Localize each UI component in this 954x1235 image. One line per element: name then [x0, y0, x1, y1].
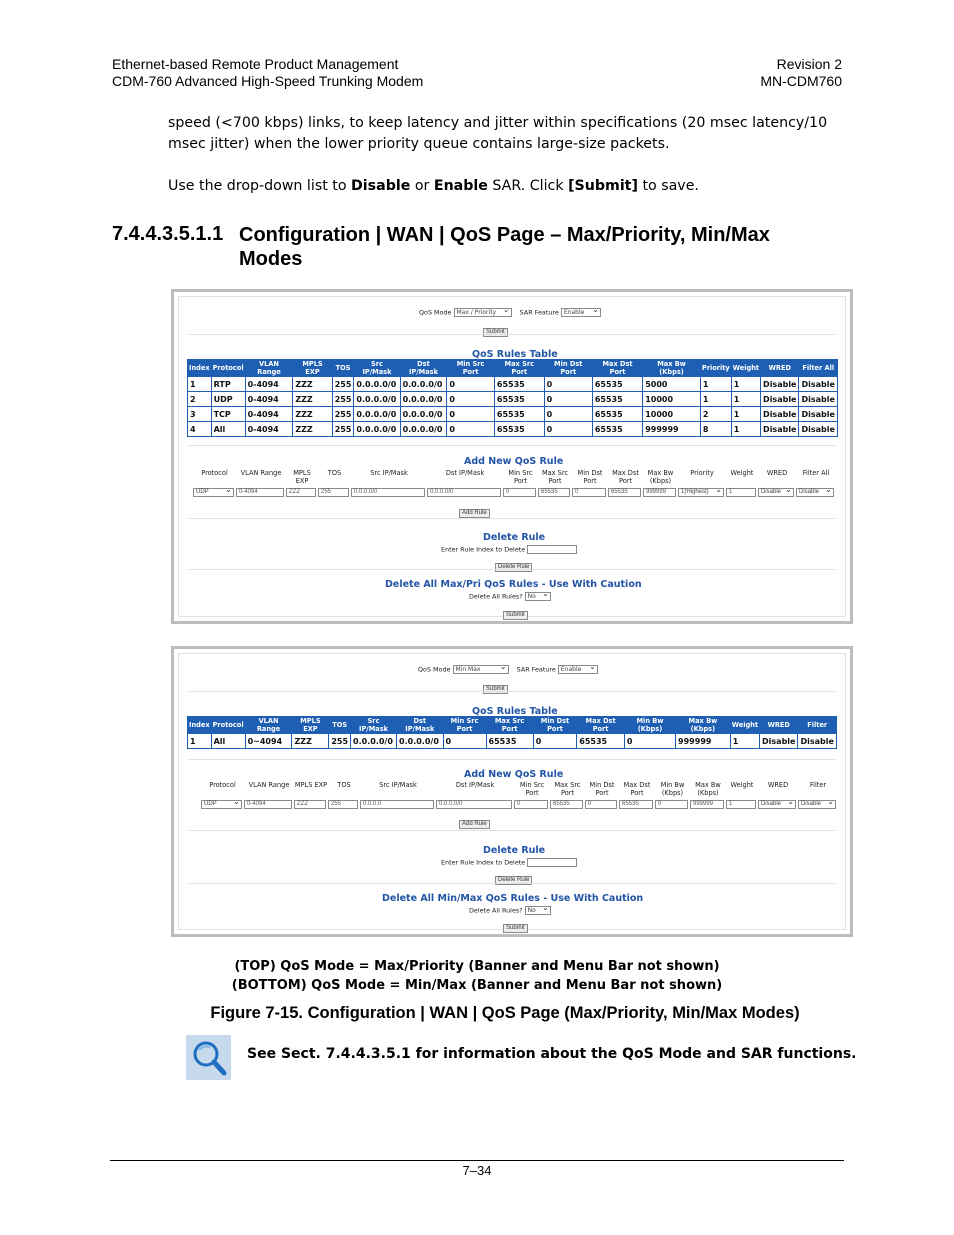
table-cell: 2 [188, 392, 212, 407]
table-cell: 0.0.0.0/0 [354, 392, 400, 407]
delete-all-title: Delete All Max/Pri QoS Rules - Use With Caution [385, 579, 642, 590]
sar-feature-select[interactable]: Enable ⌄ [558, 665, 598, 674]
column-header: WRED [761, 360, 799, 377]
table-cell: Disable [799, 392, 838, 407]
add-rule-input[interactable]: 999999 [643, 488, 676, 497]
table-cell: 0 [544, 377, 592, 392]
delete-all-row: Delete All Rules? No ⌄ [469, 906, 551, 915]
table-cell: 0 [544, 392, 592, 407]
table-cell: 0 [447, 407, 495, 422]
add-rule-column-label: Max Bw (Kbps) [695, 781, 721, 797]
add-rule-column-label: VLAN Range [248, 781, 290, 789]
table-row [188, 407, 838, 422]
column-header: Index [188, 360, 212, 377]
sar-feature-select[interactable]: Enable ⌄ [561, 308, 601, 317]
add-rule-input[interactable]: 0 [655, 800, 688, 809]
table-cell: 0.0.0.0/0 [351, 734, 397, 749]
table-cell: 0.0.0.0/0 [400, 377, 447, 392]
column-header: TOS [329, 717, 351, 734]
column-header: Min Dst Port [544, 360, 592, 377]
table-cell: 0-4094 [245, 377, 293, 392]
table-cell: 0~4094 [245, 734, 292, 749]
add-rule-column-label: VLAN Range [240, 469, 282, 477]
column-header: Min Bw (Kbps) [624, 717, 675, 734]
add-rule-input[interactable]: 0 [585, 800, 617, 809]
table-row [188, 377, 838, 392]
column-header: Max Dst Port [577, 717, 625, 734]
table-cell: 0.0.0.0/0 [354, 407, 400, 422]
add-rule-column-label: Min Bw (Kbps) [660, 781, 685, 797]
table-cell: 10000 [643, 392, 701, 407]
add-rule-input[interactable]: 255 [318, 488, 349, 497]
table-cell: 65535 [494, 407, 544, 422]
add-rule-select[interactable]: Disable ⌄ [758, 488, 794, 497]
delete-rule-title: Delete Rule [483, 532, 546, 543]
column-header: Min Src Port [443, 717, 486, 734]
add-rule-column-label: Dst IP/Mask [445, 469, 485, 477]
table-cell: 65535 [494, 422, 544, 437]
table-cell: 0.0.0.0/0 [354, 377, 400, 392]
table-cell: Disable [761, 392, 799, 407]
table-cell: 0 [447, 422, 495, 437]
table-cell: 65535 [486, 734, 533, 749]
add-rule-column-label: Max Dst Port [612, 469, 639, 485]
table-cell: Disable [760, 734, 798, 749]
column-header: Src IP/Mask [351, 717, 397, 734]
add-rule-input[interactable]: 65535 [619, 800, 653, 809]
add-rule-column-label: MPLS EXP [294, 781, 328, 789]
section-number: 7.4.4.3.5.1.1 [112, 223, 224, 245]
table-cell: 0-4094 [245, 407, 293, 422]
table-cell: 0 [544, 407, 592, 422]
add-rule-title: Add New QoS Rule [464, 769, 564, 780]
column-header: TOS [332, 360, 354, 377]
doc-subtitle: CDM-760 Advanced High-Speed Trunking Modem [112, 73, 424, 89]
doc-number: MN-CDM760 [760, 73, 842, 89]
table-cell: 0.0.0.0/0 [397, 734, 443, 749]
table-cell: 0-4094 [245, 422, 293, 437]
column-header: MPLS EXP [293, 360, 332, 377]
delete-all-row: Delete All Rules? No ⌄ [469, 592, 551, 601]
qos-rules-table [187, 359, 838, 437]
add-rule-select[interactable]: Disable ⌄ [796, 488, 834, 497]
delete-rule-index-input[interactable] [527, 545, 577, 554]
add-rule-button[interactable]: Add Rule [459, 509, 490, 518]
table-cell: 0 [533, 734, 577, 749]
table-cell: TCP [211, 407, 245, 422]
qos-rules-table [187, 716, 837, 749]
table-row [188, 392, 838, 407]
delete-rule-button[interactable]: Delete Rule [495, 876, 532, 885]
submit-button[interactable]: Submit [483, 685, 508, 694]
column-header: Max Src Port [486, 717, 533, 734]
column-header: Max Bw (Kbps) [676, 717, 731, 734]
add-rule-column-label: Min Dst Port [589, 781, 615, 797]
column-header: Weight [731, 360, 760, 377]
add-rule-column-label: Max Dst Port [623, 781, 651, 797]
table-cell: 0 [624, 734, 675, 749]
add-rule-column-label: TOS [327, 469, 342, 477]
add-rule-column-label: Protocol [209, 781, 236, 789]
add-rule-select[interactable]: UDP ⌄ [193, 488, 234, 497]
table-cell: 0-4094 [245, 392, 293, 407]
table-cell: 1 [188, 377, 212, 392]
delete-all-select[interactable]: No ⌄ [525, 906, 551, 915]
add-rule-column-label: Max Src Port [554, 781, 581, 797]
table-cell: Disable [799, 407, 838, 422]
table-cell: 255 [332, 422, 354, 437]
section-title: Configuration | WAN | QoS Page – Max/Priority, Min/Max Modes [239, 224, 770, 270]
column-header: Protocol [211, 360, 245, 377]
paragraph-sar-intro: speed (<700 kbps) links, to keep latency and jitter within specifications (20 msec latency/10 msec jitter) when the lower priority queue contains large-size packets. [168, 115, 828, 152]
add-rule-column-label: Src IP/Mask [379, 781, 417, 789]
add-rule-inputs [193, 488, 843, 498]
add-rule-column-label: Weight [730, 469, 754, 477]
table-cell: ZZZ [293, 422, 332, 437]
add-rule-column-label: WRED [766, 469, 788, 477]
add-rule-input[interactable]: 65535 [538, 488, 570, 497]
table-cell: Disable [761, 377, 799, 392]
table-cell: 65535 [494, 377, 544, 392]
table-cell: Disable [799, 377, 838, 392]
caption-bottom: (BOTTOM) QoS Mode = Min/Max (Banner and Menu Bar not shown) [231, 978, 723, 993]
delete-rule-row: Enter Rule Index to Delete [441, 545, 577, 554]
table-cell: ZZZ [292, 734, 329, 749]
add-rule-column-label: Min Src Port [508, 469, 533, 485]
table-cell: 0 [447, 392, 495, 407]
add-rule-input[interactable]: 0.0.0.0/0 [351, 488, 425, 497]
doc-title: Ethernet-based Remote Product Management [112, 56, 399, 72]
page-number: 7–34 [462, 1163, 492, 1178]
table-cell: 999999 [676, 734, 731, 749]
delete-all-title: Delete All Min/Max QoS Rules - Use With Caution [382, 893, 644, 904]
table-row [188, 422, 838, 437]
table-cell: UDP [211, 392, 245, 407]
qos-rules-table-title: QoS Rules Table [472, 706, 558, 717]
add-rule-column-label: Max Src Port [541, 469, 569, 485]
add-rule-input[interactable]: 999999 [690, 800, 724, 809]
column-header: VLAN Range [245, 360, 293, 377]
add-rule-input[interactable]: 0 [514, 800, 548, 809]
table-cell: 0.0.0.0/0 [400, 407, 447, 422]
column-header: MPLS EXP [292, 717, 329, 734]
table-cell: 1 [700, 377, 731, 392]
add-rule-input[interactable]: 255 [328, 800, 358, 809]
add-rule-select[interactable]: Disable ⌄ [798, 800, 836, 809]
table-cell: 0.0.0.0/0 [400, 422, 447, 437]
table-cell: 10000 [643, 407, 701, 422]
table-cell: 0.0.0.0/0 [354, 422, 400, 437]
table-cell: 1 [700, 392, 731, 407]
column-header: Filter [798, 717, 837, 734]
column-header: Dst IP/Mask [397, 717, 443, 734]
table-cell: 65535 [494, 392, 544, 407]
table-cell: 1 [731, 392, 760, 407]
add-rule-input[interactable]: 65535 [550, 800, 583, 809]
add-rule-input[interactable]: 0 [503, 488, 536, 497]
qos-mode-select[interactable]: Min Max ⌄ [453, 665, 509, 674]
table-cell: 1 [731, 377, 760, 392]
add-rule-column-label: TOS [337, 781, 351, 789]
table-cell: 1 [731, 422, 760, 437]
submit-button[interactable]: Submit [483, 328, 508, 337]
screenshot-min-max [171, 646, 853, 937]
add-rule-input[interactable]: 0 [572, 488, 606, 497]
delete-rule-title: Delete Rule [483, 845, 546, 856]
column-header: Weight [730, 717, 759, 734]
table-cell: ZZZ [293, 392, 332, 407]
table-cell: Disable [761, 422, 799, 437]
add-rule-column-label: Filter All [802, 469, 830, 477]
table-cell: 65535 [592, 422, 642, 437]
table-row [188, 734, 837, 749]
column-header: Protocol [211, 717, 245, 734]
revision: Revision 2 [776, 56, 842, 72]
screenshot-max-priority [171, 289, 853, 624]
add-rule-headers [193, 469, 843, 487]
column-header: Src IP/Mask [354, 360, 400, 377]
add-rule-select[interactable]: UDP ⌄ [201, 800, 242, 809]
add-rule-column-label: Dst IP/Mask [455, 781, 495, 789]
table-cell: Disable [799, 422, 838, 437]
delete-all-submit-button[interactable]: Submit [503, 611, 528, 620]
add-rule-column-label: Filter [809, 781, 827, 789]
add-rule-select[interactable]: Disable ⌄ [758, 800, 796, 809]
table-cell: 0 [544, 422, 592, 437]
column-header: Max Dst Port [592, 360, 642, 377]
column-header: Max Src Port [494, 360, 544, 377]
add-rule-input[interactable]: 0.0.0.0/0 [436, 800, 512, 809]
column-header: WRED [760, 717, 798, 734]
add-rule-input[interactable]: 0.0.0.0 [360, 800, 434, 809]
column-header: Index [188, 717, 212, 734]
add-rule-column-label: Min Dst Port [577, 469, 603, 485]
add-rule-column-label: Max Bw (Kbps) [647, 469, 674, 485]
table-cell: 65535 [577, 734, 625, 749]
table-cell: 1 [731, 407, 760, 422]
add-rule-input[interactable]: ZZZ [294, 800, 326, 809]
table-cell: 0.0.0.0/0 [400, 392, 447, 407]
note-text: See Sect. 7.4.4.3.5.1 for information about the QoS Mode and SAR functions. [247, 1046, 857, 1062]
doc-header-right [760, 56, 842, 90]
delete-all-select[interactable]: No ⌄ [525, 592, 551, 601]
table-cell: 65535 [592, 407, 642, 422]
qos-rules-table-title: QoS Rules Table [472, 349, 558, 360]
add-rule-input[interactable]: 1 [726, 488, 756, 497]
table-cell: ZZZ [293, 407, 332, 422]
add-rule-column-label: Min Src Port [519, 781, 545, 797]
paragraph-sar-instructions: Use the drop-down list to Disable or Enable SAR. Click [Submit] to save. [168, 178, 699, 194]
add-rule-column-label: Protocol [201, 469, 228, 477]
add-rule-column-label: Weight [730, 781, 754, 789]
qos-mode-select[interactable]: Max / Priority ⌄ [454, 308, 512, 317]
table-cell: 1 [188, 734, 212, 749]
table-cell: 999999 [643, 422, 701, 437]
add-rule-inputs [201, 800, 841, 810]
table-cell: All [211, 422, 245, 437]
column-header: Priority [700, 360, 731, 377]
table-cell: Disable [761, 407, 799, 422]
delete-rule-button[interactable]: Delete Rule [495, 563, 532, 572]
add-rule-input[interactable]: 1 [726, 800, 756, 809]
qos-mode-row: QoS Mode Min Max ⌄ SAR Feature Enable ⌄ [418, 665, 598, 674]
add-rule-column-label: Src IP/Mask [370, 469, 408, 477]
table-cell: 255 [332, 392, 354, 407]
table-cell: 255 [332, 377, 354, 392]
table-cell: 3 [188, 407, 212, 422]
table-cell: 65535 [592, 392, 642, 407]
table-cell: 4 [188, 422, 212, 437]
add-rule-headers [201, 781, 841, 799]
column-header: VLAN Range [245, 717, 292, 734]
magnifier-icon [186, 1035, 231, 1080]
delete-rule-index-input[interactable] [527, 858, 577, 867]
doc-header-left [112, 56, 423, 90]
table-cell: 5000 [643, 377, 701, 392]
table-cell: 0 [447, 377, 495, 392]
column-header: Max Bw (Kbps) [643, 360, 701, 377]
add-rule-column-label: Priority [690, 469, 714, 477]
column-header: Min Dst Port [533, 717, 577, 734]
qos-mode-row: QoS Mode Max / Priority ⌄ SAR Feature Enable ⌄ [419, 308, 601, 317]
table-cell: 255 [329, 734, 351, 749]
delete-all-submit-button[interactable]: Submit [503, 924, 528, 933]
footer-divider [110, 1160, 844, 1161]
column-header: Filter All [799, 360, 838, 377]
table-cell: 255 [332, 407, 354, 422]
add-rule-select[interactable]: 1(Highest) ⌄ [678, 488, 724, 497]
table-cell: 2 [700, 407, 731, 422]
add-rule-button[interactable]: Add Rule [459, 820, 490, 829]
add-rule-input[interactable]: 0-4094 [244, 800, 292, 809]
add-rule-title: Add New QoS Rule [464, 456, 564, 467]
table-cell: RTP [211, 377, 245, 392]
column-header: Dst IP/Mask [400, 360, 447, 377]
add-rule-column-label: MPLS EXP [293, 469, 311, 485]
caption-top: (TOP) QoS Mode = Max/Priority (Banner and Menu Bar not shown) [234, 959, 720, 974]
figure-title: Figure 7-15. Configuration | WAN | QoS Page (Max/Priority, Min/Max Modes) [210, 1004, 800, 1022]
add-rule-input[interactable]: 65535 [608, 488, 641, 497]
table-cell: 0 [443, 734, 486, 749]
table-cell: Disable [798, 734, 837, 749]
delete-rule-row: Enter Rule Index to Delete [441, 858, 577, 867]
add-rule-input[interactable]: 0.0.0.0/0 [427, 488, 501, 497]
add-rule-column-label: WRED [767, 781, 789, 789]
column-header: Min Src Port [447, 360, 495, 377]
table-cell: 8 [700, 422, 731, 437]
table-cell: 65535 [592, 377, 642, 392]
table-cell: All [211, 734, 245, 749]
table-cell: 1 [730, 734, 759, 749]
table-cell: ZZZ [293, 377, 332, 392]
add-rule-input[interactable]: ZZZ [286, 488, 316, 497]
add-rule-input[interactable]: 0-4094 [236, 488, 284, 497]
